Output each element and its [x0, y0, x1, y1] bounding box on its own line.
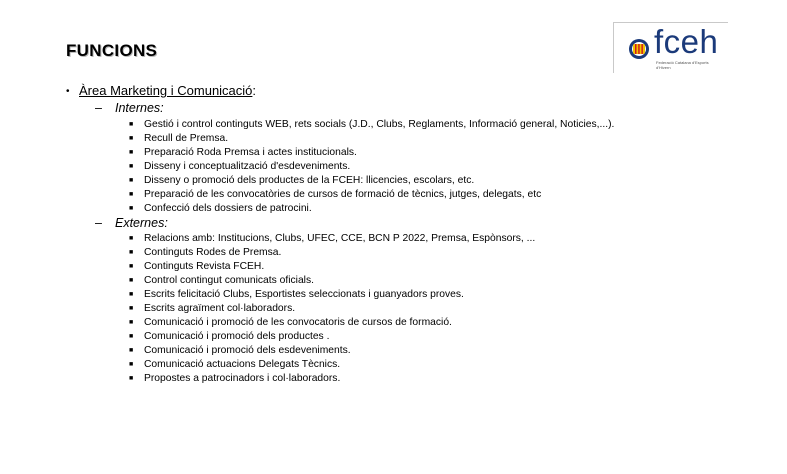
list-item: ■ Relacions amb: Institucions, Clubs, UFEC, CCE, BCN P 2022, Premsa, Espònsors, ...	[129, 233, 536, 244]
list-item: ■ Comunicació i promoció de les convocatoris de cursos de formació.	[129, 317, 452, 328]
logo-brand-text: fceh	[654, 23, 719, 60]
list-item: ■ Escrits agraïment col·laboradors.	[129, 303, 296, 314]
external-dash: –	[95, 216, 102, 230]
list-item: ■ Disseny o promoció dels productes de la FCEH: llicencies, escolars, etc.	[129, 175, 475, 186]
internal-dash: –	[95, 101, 102, 115]
list-item: ■ Continguts Rodes de Premsa.	[129, 247, 282, 258]
slide-title: FUNCIONS	[66, 41, 158, 60]
external-heading	[95, 216, 168, 231]
list-item: ■ Disseny i conceptualització d'esdeveniments.	[129, 161, 351, 172]
external-label: Externes:	[115, 216, 168, 230]
list-item: ■ Comunicació actuacions Delegats Tècnics.	[129, 359, 341, 370]
list-item: ■ Confecció dels dossiers de patrocini.	[129, 203, 312, 214]
internal-heading	[95, 101, 164, 116]
list-item: ■ Escrits felicitació Clubs, Esportistes seleccionats i guanyadors proves.	[129, 289, 464, 300]
list-item: ■ Propostes a patrocinadors i col·laboradors.	[129, 373, 341, 384]
list-item: ■ Preparació Roda Premsa i actes institucionals.	[129, 147, 357, 158]
fceh-logo	[613, 22, 728, 73]
list-item: ■ Comunicació i promoció dels productes .	[129, 331, 330, 342]
list-item: ■ Gestió i control continguts WEB, rets socials (J.D., Clubs, Reglaments, Informació general, Noticies,...).	[129, 119, 615, 130]
internal-label: Internes:	[115, 101, 164, 115]
list-item: ■ Preparació de les convocatòries de cursos de formació de tècnics, jutges, delegats, etc	[129, 189, 542, 200]
internal-list	[129, 118, 614, 216]
list-item: ■ Control contingut comunicats oficials.	[129, 275, 314, 286]
external-list	[129, 232, 535, 386]
section-label: Àrea Marketing i Comunicació	[79, 83, 253, 98]
logo-subtitle: Federació Catalana d'Esports d'Hivern	[656, 60, 709, 70]
list-item: ■ Comunicació i promoció dels esdeveniments.	[129, 345, 351, 356]
list-item: ■ Continguts Revista FCEH.	[129, 261, 265, 272]
federation-emblem-icon	[628, 38, 650, 60]
section-suffix: :	[252, 83, 257, 98]
section-bullet: •	[66, 86, 70, 97]
section-heading	[66, 83, 256, 100]
list-item: ■ Recull de Premsa.	[129, 133, 229, 144]
